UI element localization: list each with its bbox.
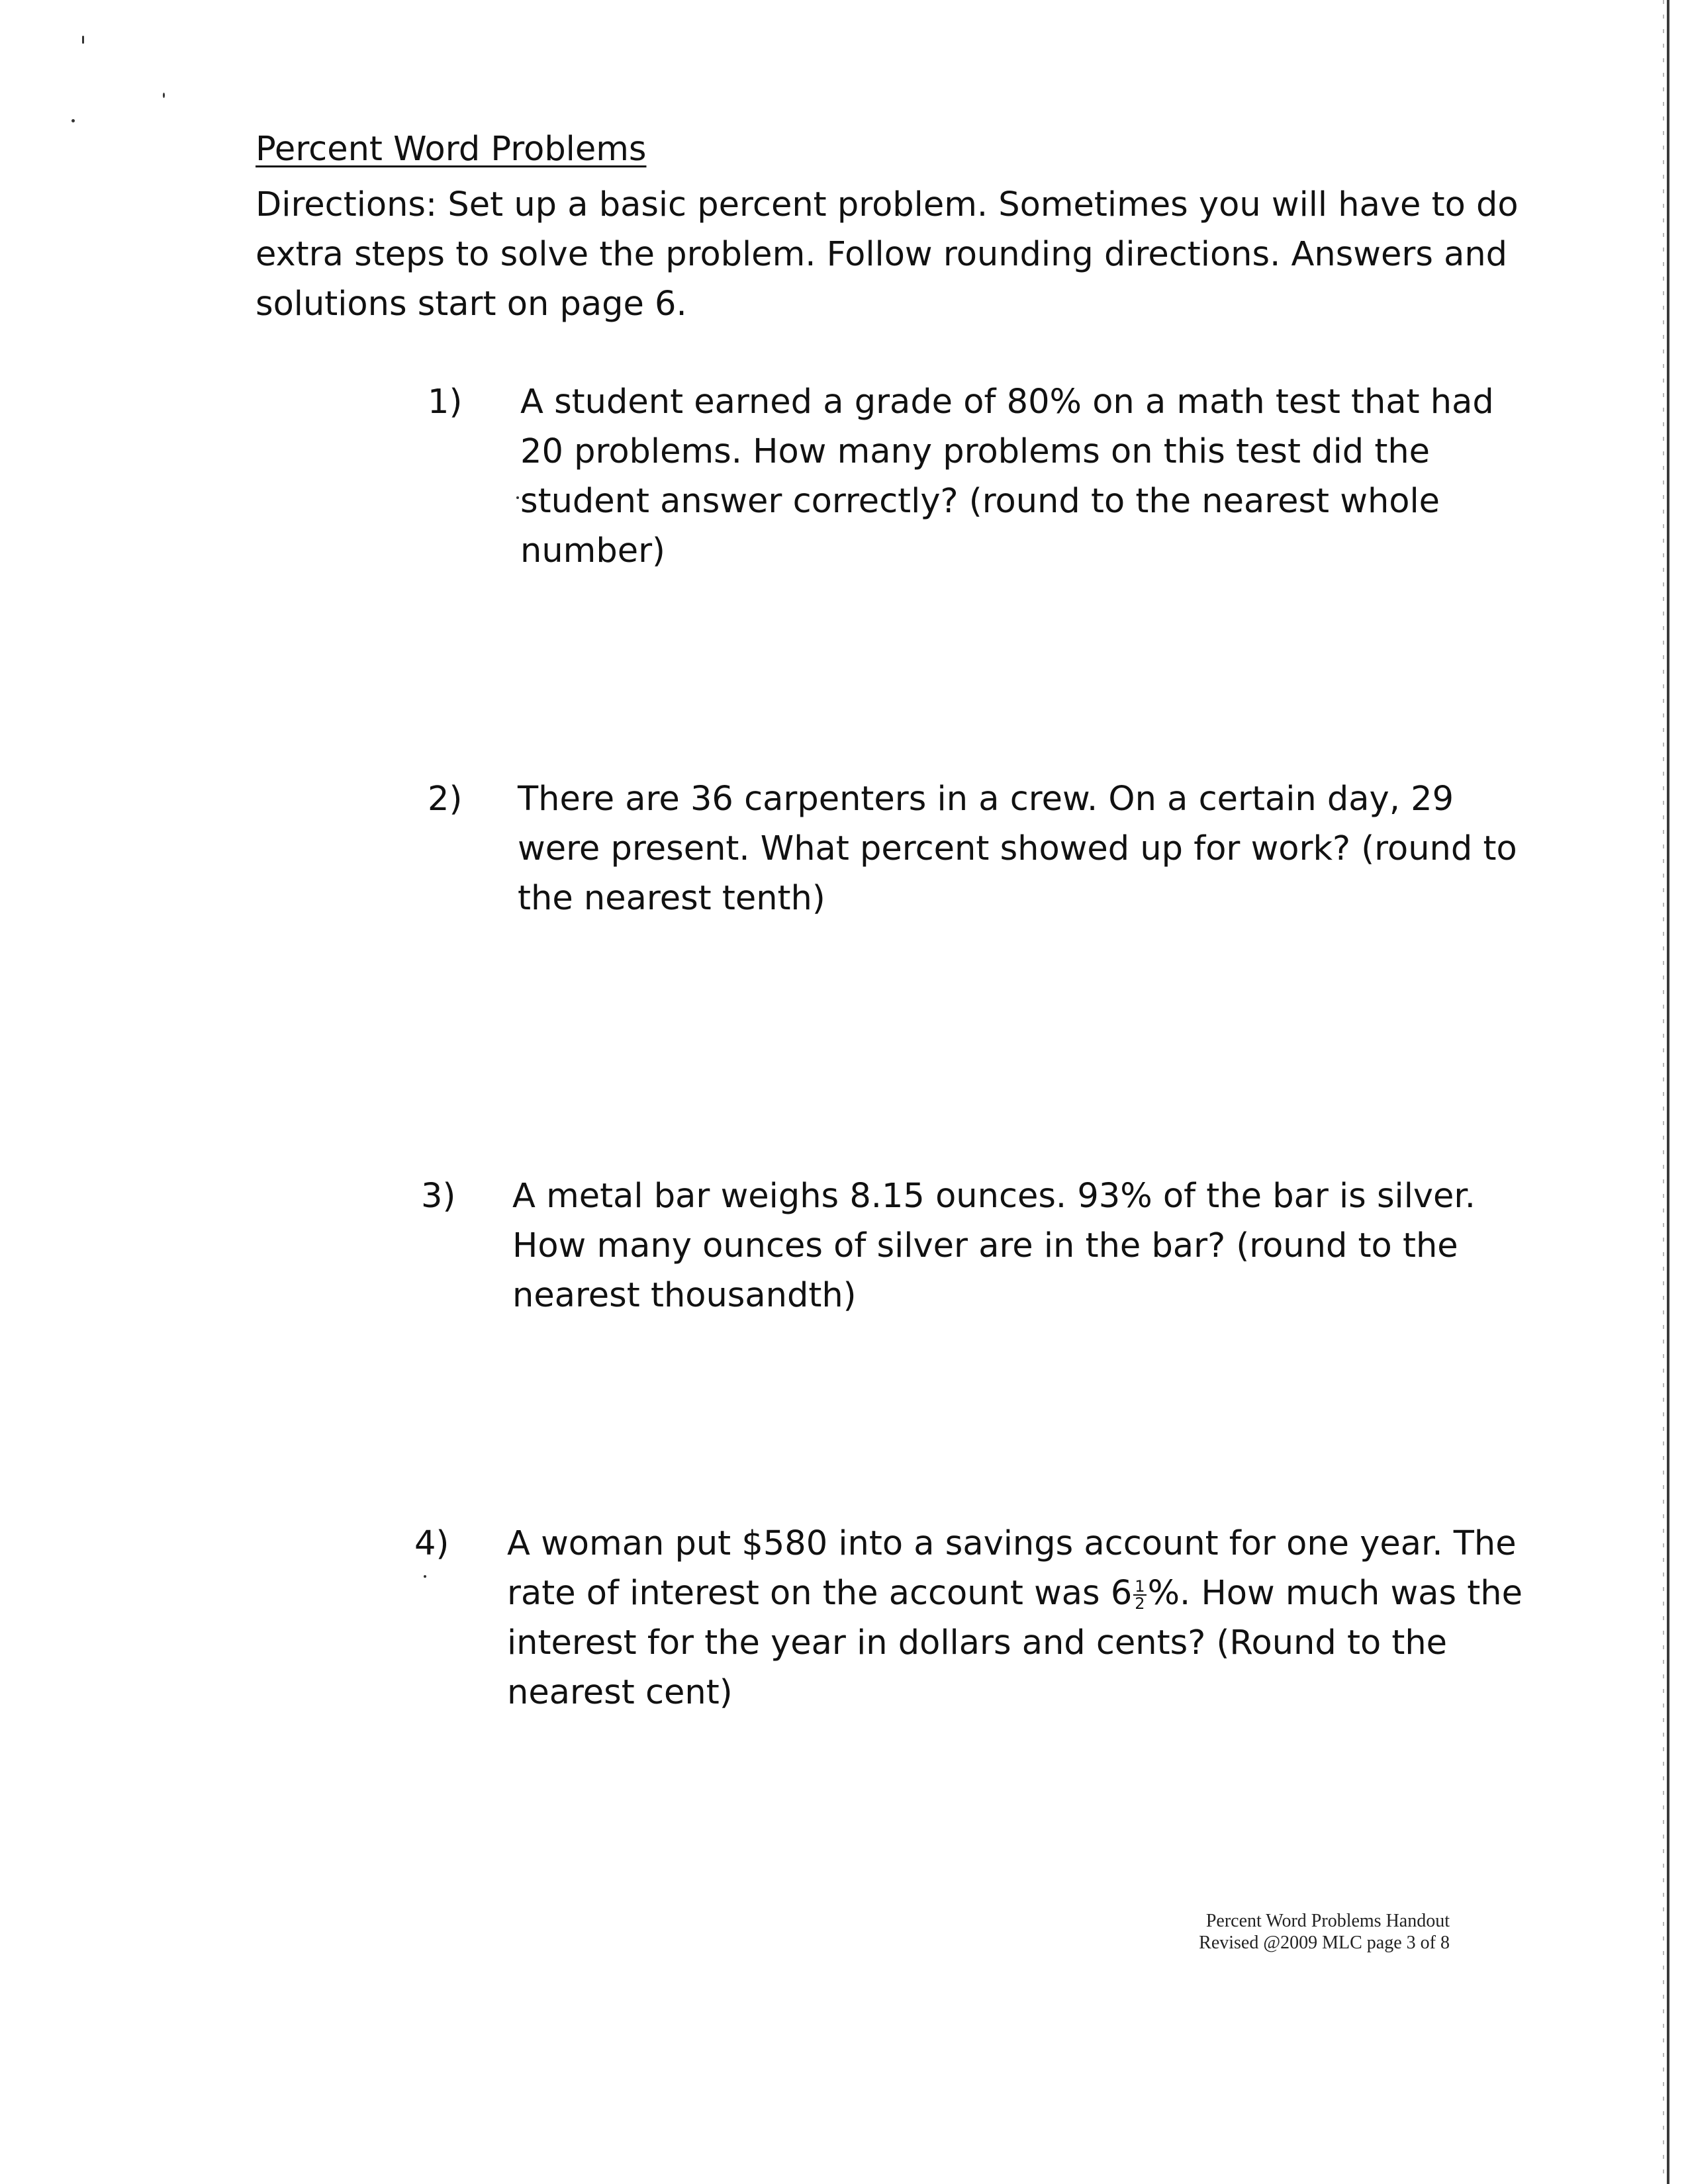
scan-speck xyxy=(82,36,84,44)
problem-4 xyxy=(414,1519,1579,1731)
problem-text xyxy=(507,1519,1579,1717)
problem-text: There are 36 carpenters in a crew. On a certain day, 29 were present. What percent showed up for work? (round to the nearest tenth) xyxy=(518,780,1517,918)
footer-line: Percent Word Problems Handout xyxy=(1205,1911,1450,1931)
fraction xyxy=(1133,1578,1146,1612)
problem-text: A metal bar weighs 8.15 ounces. 93% of the bar is silver. How many ounces of silver are in the bar? (round to the nearest thousandth) xyxy=(512,1177,1476,1315)
scan-speck xyxy=(163,93,165,98)
problem-line-segment: %. How much was the xyxy=(1147,1574,1523,1613)
fraction-numerator: 1 xyxy=(1135,1577,1145,1596)
problem-line: nearest cent) xyxy=(507,1673,733,1712)
problem-line: interest for the year in dollars and cents? (Round to the xyxy=(507,1623,1448,1662)
problem-3 xyxy=(421,1171,1560,1330)
problem-text: A student earned a grade of 80% on a math test that had 20 problems. How many problems on this test did the student answer correctly? (round to the nearest whole number) xyxy=(520,383,1494,570)
page-footer xyxy=(1099,1910,1450,1954)
problem-number: 1) xyxy=(428,383,463,422)
problem-line-segment: rate of interest on the account was 6 xyxy=(507,1574,1133,1613)
problem-line xyxy=(507,1569,1579,1618)
scan-speck xyxy=(424,1575,426,1578)
scan-speck xyxy=(516,496,519,499)
scan-speck xyxy=(71,119,75,122)
fraction-denominator: 2 xyxy=(1135,1594,1145,1613)
scan-edge-noise xyxy=(1663,0,1664,2184)
scan-edge-line xyxy=(1667,0,1669,2184)
footer-line: Revised @2009 MLC page 3 of 8 xyxy=(1199,1933,1450,1953)
page-title: Percent Word Problems xyxy=(256,130,647,169)
problem-number: 2) xyxy=(428,780,463,819)
problem-number: 3) xyxy=(421,1177,456,1216)
directions-paragraph: Directions: Set up a basic percent problem. Sometimes you will have to do extra steps to solve the problem. Follow rounding directions. Answers and solutions start on page 6. xyxy=(256,185,1519,324)
problem-2 xyxy=(428,774,1566,933)
problem-number: 4) xyxy=(414,1524,449,1563)
problem-line: A woman put $580 into a savings account for one year. The xyxy=(507,1524,1517,1563)
problem-1 xyxy=(428,377,1553,589)
